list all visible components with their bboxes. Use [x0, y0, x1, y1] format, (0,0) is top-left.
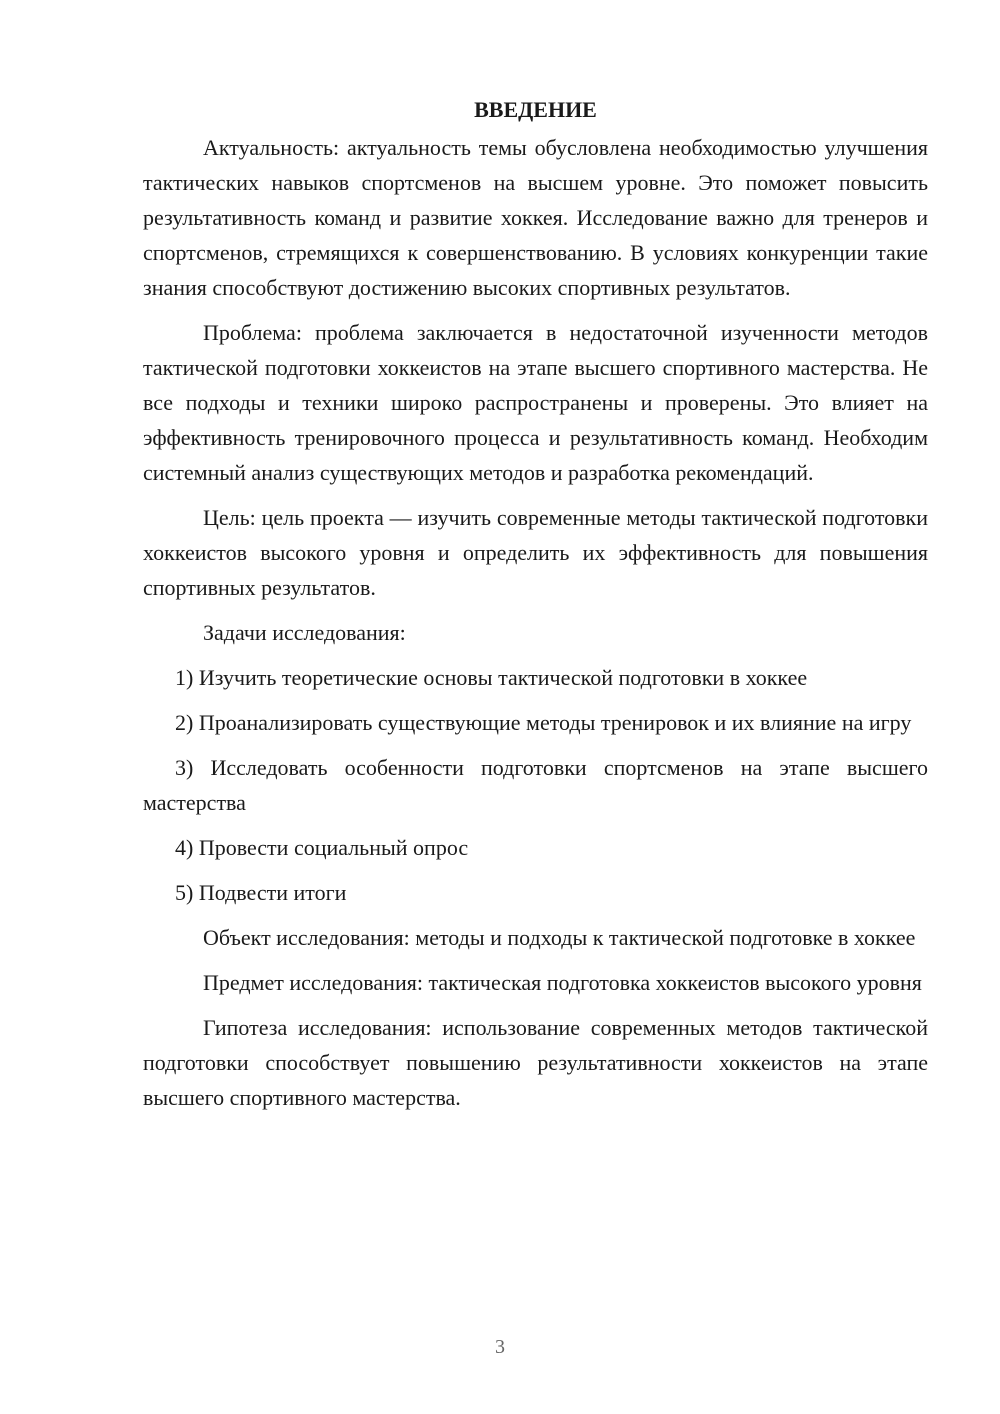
- problem-paragraph: Проблема: проблема заключается в недостаточной изученности методов тактической подготовки хоккеистов на этапе высшего спортивного мастерства. Не все подходы и техники широко распространены и проверены. Это влияет на эффективность тренировочного процесса и результативность команд. Необходим системный анализ существующих методов и разработка рекомендаций.: [143, 320, 928, 485]
- tasks-heading: Задачи исследования:: [203, 620, 406, 645]
- task-item-4: 4) Провести социальный опрос: [175, 835, 469, 860]
- page-number: 3: [495, 1336, 505, 1358]
- task-item-2: 2) Проанализировать существующие методы тренировок и их влияние на игру: [175, 710, 912, 735]
- relevance-paragraph: Актуальность: актуальность темы обусловлена необходимостью улучшения тактических навыков спортсменов на высшем уровне. Это поможет повысить результативность команд и развитие хоккея. Исследование важно для тренеров и спортсменов, стремящихся к совершенствованию. В условиях конкуренции такие знания способствуют достижению высоких спортивных результатов.: [143, 135, 928, 300]
- page-title: ВВЕДЕНИЕ: [474, 97, 597, 122]
- task-item-5: 5) Подвести итоги: [175, 880, 347, 905]
- subject-paragraph: Предмет исследования: тактическая подготовка хоккеистов высокого уровня: [203, 970, 922, 995]
- object-paragraph: Объект исследования: методы и подходы к тактической подготовке в хоккее: [203, 925, 916, 950]
- hypothesis-paragraph: Гипотеза исследования: использование современных методов тактической подготовки способствует повышению результативности хоккеистов на этапе высшего спортивного мастерства.: [143, 1015, 928, 1110]
- task-item-3: 3) Исследовать особенности подготовки спортсменов на этапе высшего мастерства: [143, 755, 928, 815]
- goal-paragraph: Цель: цель проекта — изучить современные методы тактической подготовки хоккеистов высокого уровня и определить их эффективность для повышения спортивных результатов.: [143, 505, 928, 600]
- task-item-1: 1) Изучить теоретические основы тактической подготовки в хоккее: [175, 665, 808, 690]
- document-page: [143, 92, 928, 1125]
